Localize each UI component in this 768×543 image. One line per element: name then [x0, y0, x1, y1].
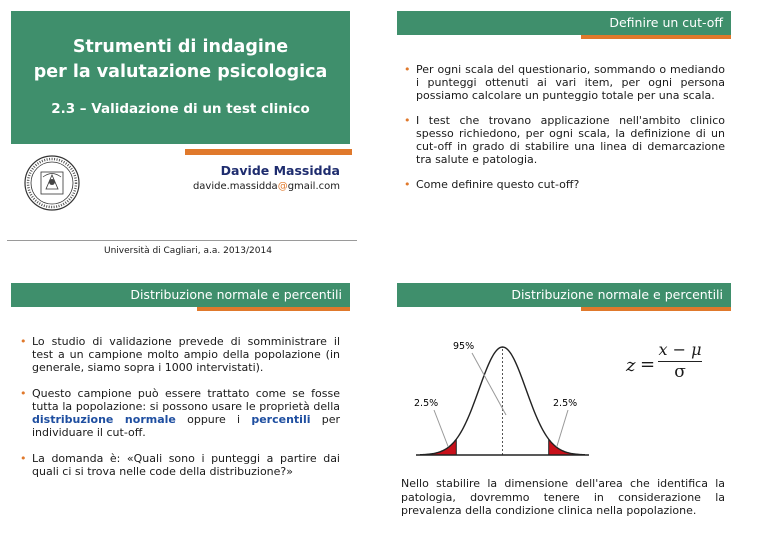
author-name: Davide Massidda [220, 163, 340, 178]
university-footer: Università di Cagliari, a.a. 2013/2014 [104, 246, 272, 256]
list-item: • La domanda è: «Quali sono i punteggi a partire dai quali ci si trova nelle code della distribuzione?» [20, 452, 340, 478]
z-score-formula [614, 342, 714, 384]
slide2-header: Definire un cut-off [397, 11, 731, 35]
keyword-percentiles: percentili [251, 413, 311, 426]
normal-distribution-chart [410, 335, 595, 465]
slide3-bullet-list [20, 335, 340, 478]
formula-lhs: z [626, 355, 636, 376]
slide2-bullet-list [404, 63, 725, 191]
formula-denominator: σ [674, 362, 686, 382]
slide4-header: Distribuzione normale e percentili [397, 283, 731, 307]
list-item: • Come definire questo cut-off? [404, 178, 725, 191]
list-item: • Per ogni scala del questionario, sommando o mediando i punteggi ottenuti ai vari item, per ogni persona possiamo calcolare un punteggio totale per una scala. [404, 63, 725, 102]
formula-numerator: x − μ [658, 340, 702, 359]
presentation-title: Strumenti di indagine per la valutazione psicologica [33, 37, 328, 82]
divider [7, 240, 357, 241]
left-percent-label: 2.5% [414, 398, 439, 409]
title-banner [11, 11, 350, 144]
left-label-arrow [434, 410, 448, 447]
presentation-subtitle: 2.3 – Validazione di un test clinico [51, 101, 310, 117]
list-item: • Questo campione può essere trattato come se fosse tutta la popolazione: si possono usare le proprietà della distribuzione normale oppure i percentili per individuare il cut-off. [20, 387, 340, 439]
author-email[interactable]: davide.massidda@gmail.com [192, 181, 340, 192]
title-accent-bar [185, 149, 352, 155]
center-percent-label: 95% [453, 341, 475, 352]
slide3-header: Distribuzione normale e percentili [11, 283, 350, 307]
right-percent-label: 2.5% [553, 398, 578, 409]
keyword-normal-distribution: distribuzione normale [32, 413, 176, 426]
slide4-caption: Nello stabilire la dimensione dell'area che identifica la patologia, dovremmo tenere in considerazione la prevalenza della condizione clinica nella popolazione. [401, 477, 725, 517]
right-label-arrow [557, 410, 568, 447]
formula-equals: = [640, 354, 656, 375]
university-seal-icon [24, 155, 80, 211]
list-item: • Lo studio di validazione prevede di somministrare il test a un campione molto ampio della popolazione (in generale, siamo sopra i 1000 intervistati). [20, 335, 340, 374]
list-item: • I test che trovano applicazione nell'ambito clinico spesso richiedono, per ogni scala, la definizione di un cut-off in grado di stabilire una linea di demarcazione tra salute e patologia. [404, 114, 725, 166]
